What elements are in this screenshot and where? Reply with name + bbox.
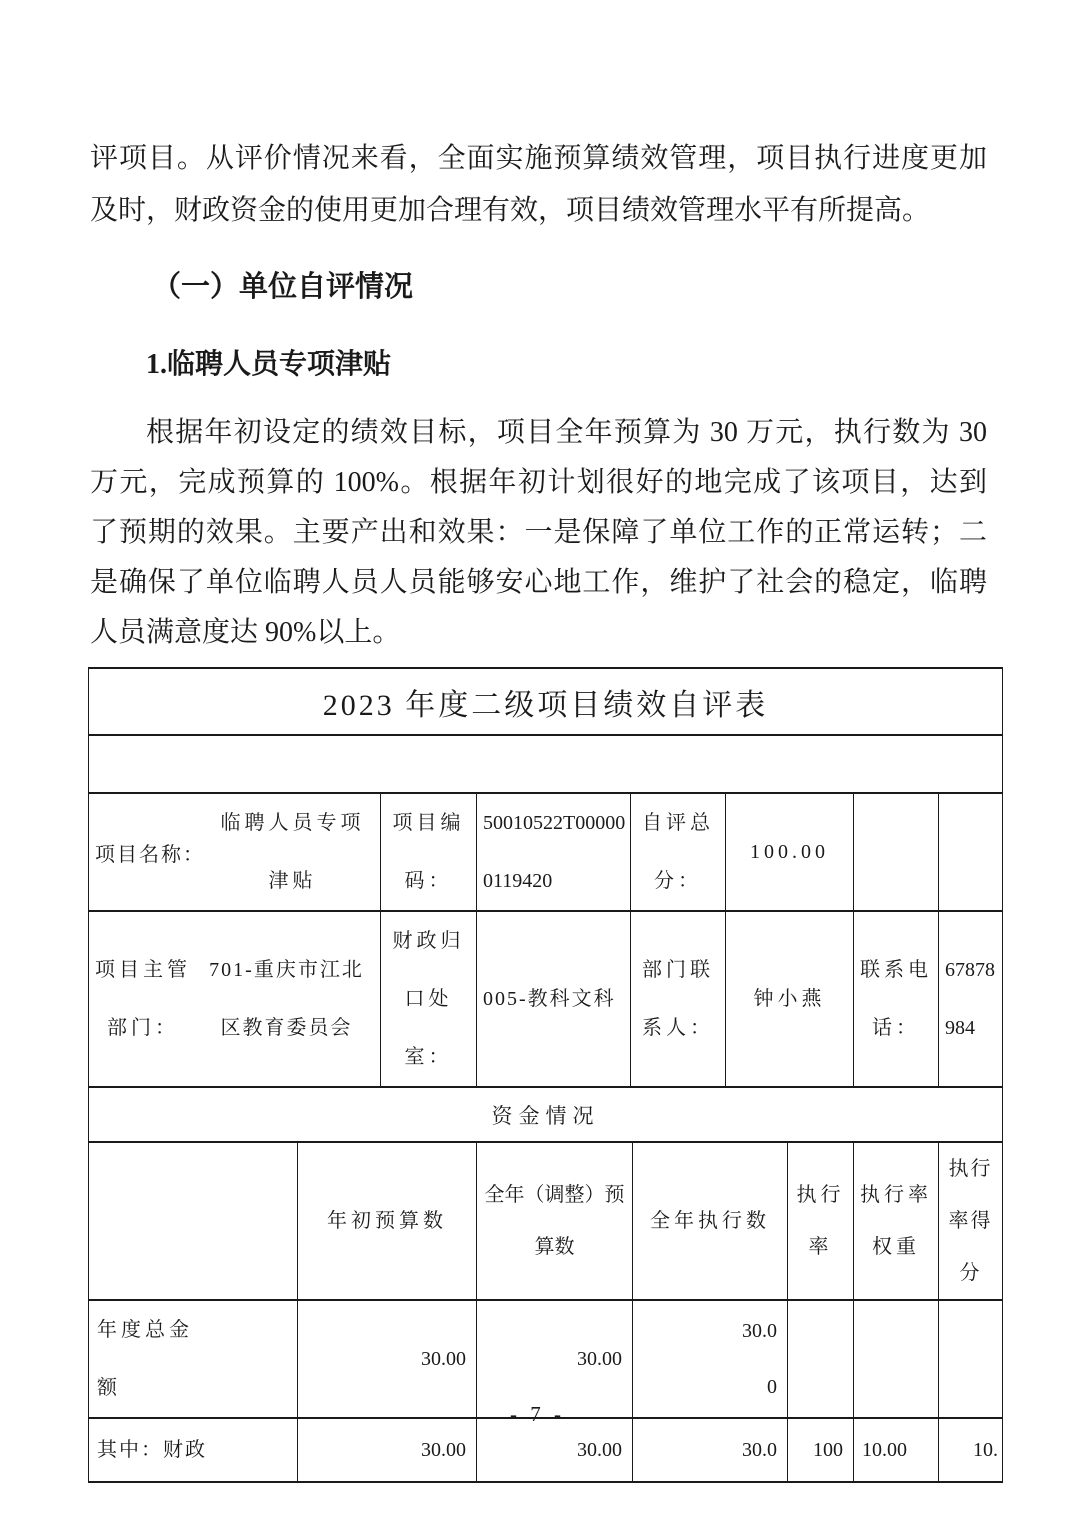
- paragraph-line: 评项目。从评价情况来看，全面实施预算绩效管理，项目执行进度更加: [90, 143, 987, 174]
- paragraph: [90, 408, 987, 658]
- funds-header-initial: [298, 1142, 477, 1300]
- initial-budget-cell: [298, 1300, 477, 1418]
- executed-cell: [633, 1418, 788, 1482]
- office-value-cell: [477, 911, 631, 1087]
- cell-value: 10.: [973, 1438, 998, 1461]
- project-code-value-cell: [477, 793, 631, 911]
- table-row: [89, 735, 1003, 793]
- contact-value: 钟小燕: [753, 988, 826, 1010]
- phone-value-cell: [939, 911, 1003, 1087]
- column-header-label: 年初预算数: [327, 1210, 447, 1232]
- table-title: 2023 年度二级项目绩效自评表: [89, 668, 1003, 735]
- rate-score-cell: [939, 1418, 1003, 1482]
- table-row: [89, 1300, 1003, 1418]
- cell-value: 30.0: [742, 1438, 777, 1461]
- adjusted-budget-cell: [477, 1418, 633, 1482]
- rate-cell: [788, 1300, 854, 1418]
- paragraph-line: 万元，完成预算的 100%。根据年初计划很好的地完成了该项目，达到: [90, 467, 987, 498]
- cell-value: 10.00: [862, 1438, 907, 1461]
- column-header-label: 执行率: [796, 1184, 845, 1258]
- project-name-cell: [89, 793, 381, 911]
- office-label: 财政归口处室：: [392, 930, 465, 1068]
- empty-cell: [854, 793, 939, 911]
- column-header-label: 执行率权重: [860, 1184, 932, 1258]
- funds-header-empty-cell: [89, 1142, 298, 1300]
- executed-cell: [633, 1300, 788, 1418]
- column-header-label: 全年执行数: [650, 1210, 770, 1232]
- self-evaluation-table: [88, 667, 1002, 1483]
- cell-value: 100: [813, 1438, 843, 1461]
- table-row: [89, 911, 1003, 1087]
- section-heading: （一）单位自评情况: [152, 271, 414, 303]
- funds-header-adjusted: [477, 1142, 633, 1300]
- initial-budget-cell: [298, 1418, 477, 1482]
- project-name-value: 临聘人员专项津贴: [220, 812, 365, 892]
- paragraph-line: 人员满意度达 90%以上。: [90, 617, 401, 648]
- cell-value: 30.00: [421, 1438, 466, 1461]
- table-row: [89, 1418, 1003, 1482]
- column-header-label: 全年（调整）预算数: [484, 1184, 625, 1258]
- paragraph-line: 了预期的效果。主要产出和效果：一是保障了单位工作的正常运转；二: [90, 517, 987, 548]
- table-funds-section: [88, 1141, 1003, 1483]
- phone-label: 联系电话：: [860, 959, 932, 1039]
- empty-cell: [939, 793, 1003, 911]
- paragraph-line: 及时，财政资金的使用更加合理有效，项目绩效管理水平有所提高。: [90, 195, 931, 226]
- rate-cell: [788, 1418, 854, 1482]
- table-row: [89, 793, 1003, 911]
- funds-header-rate-score: [939, 1142, 1003, 1300]
- office-value: 005-教科文科: [483, 988, 616, 1010]
- empty-row-cell: [89, 735, 1003, 793]
- paragraph-line: 根据年初设定的绩效目标，项目全年预算为 30 万元，执行数为 30: [146, 417, 987, 448]
- table-row: [89, 1142, 1003, 1300]
- contact-value-cell: [726, 911, 854, 1087]
- document-body: [90, 133, 987, 658]
- rate-score-cell: [939, 1300, 1003, 1418]
- funds-section-title: 资金情况: [89, 1087, 1003, 1142]
- contact-label: 部门联系人：: [642, 959, 714, 1039]
- paragraph-line: 是确保了单位临聘人员人员能够安心地工作，维护了社会的稳定，临聘: [90, 567, 987, 598]
- column-header-label: 执行率得分: [948, 1158, 993, 1284]
- phone-label-cell: [854, 911, 939, 1087]
- row-label: 其中：财政: [97, 1439, 207, 1461]
- funds-header-rate-weight: [854, 1142, 939, 1300]
- table-row: [89, 668, 1003, 735]
- adjusted-budget-cell: [477, 1300, 633, 1418]
- project-name-label: 项目名称：: [95, 843, 205, 866]
- self-score-label-cell: [631, 793, 726, 911]
- phone-value: 67878984: [945, 959, 995, 1039]
- row-label-cell: [89, 1418, 298, 1482]
- rate-weight-cell: [854, 1300, 939, 1418]
- row-label: 年度总金额: [97, 1319, 193, 1399]
- self-score-label: 自评总分：: [642, 812, 714, 892]
- funds-header-rate: [788, 1142, 854, 1300]
- row-label-cell: [89, 1300, 298, 1418]
- cell-value: 30.00: [577, 1347, 622, 1370]
- dept-label: 项目主管部门：: [95, 959, 191, 1039]
- rate-weight-cell: [854, 1418, 939, 1482]
- contact-label-cell: [631, 911, 726, 1087]
- cell-value: 30.00: [742, 1320, 777, 1398]
- item-heading: 1.临聘人员专项津贴: [146, 349, 392, 380]
- page-number: - 7 -: [510, 1402, 565, 1426]
- dept-value: 701-重庆市江北区教育委员会: [209, 959, 364, 1039]
- funds-header-executed: [633, 1142, 788, 1300]
- self-score-value: 100.00: [750, 841, 829, 863]
- table-top-section: [88, 667, 1003, 1143]
- project-code-value: 50010522T000000119420: [483, 812, 626, 892]
- table-row: [89, 1087, 1003, 1142]
- self-score-value-cell: [726, 793, 854, 911]
- cell-value: 30.00: [577, 1438, 622, 1461]
- project-code-label: 项目编码：: [392, 812, 465, 892]
- office-label-cell: [381, 911, 477, 1087]
- project-code-label-cell: [381, 793, 477, 911]
- dept-cell: [89, 911, 381, 1087]
- cell-value: 30.00: [421, 1347, 466, 1370]
